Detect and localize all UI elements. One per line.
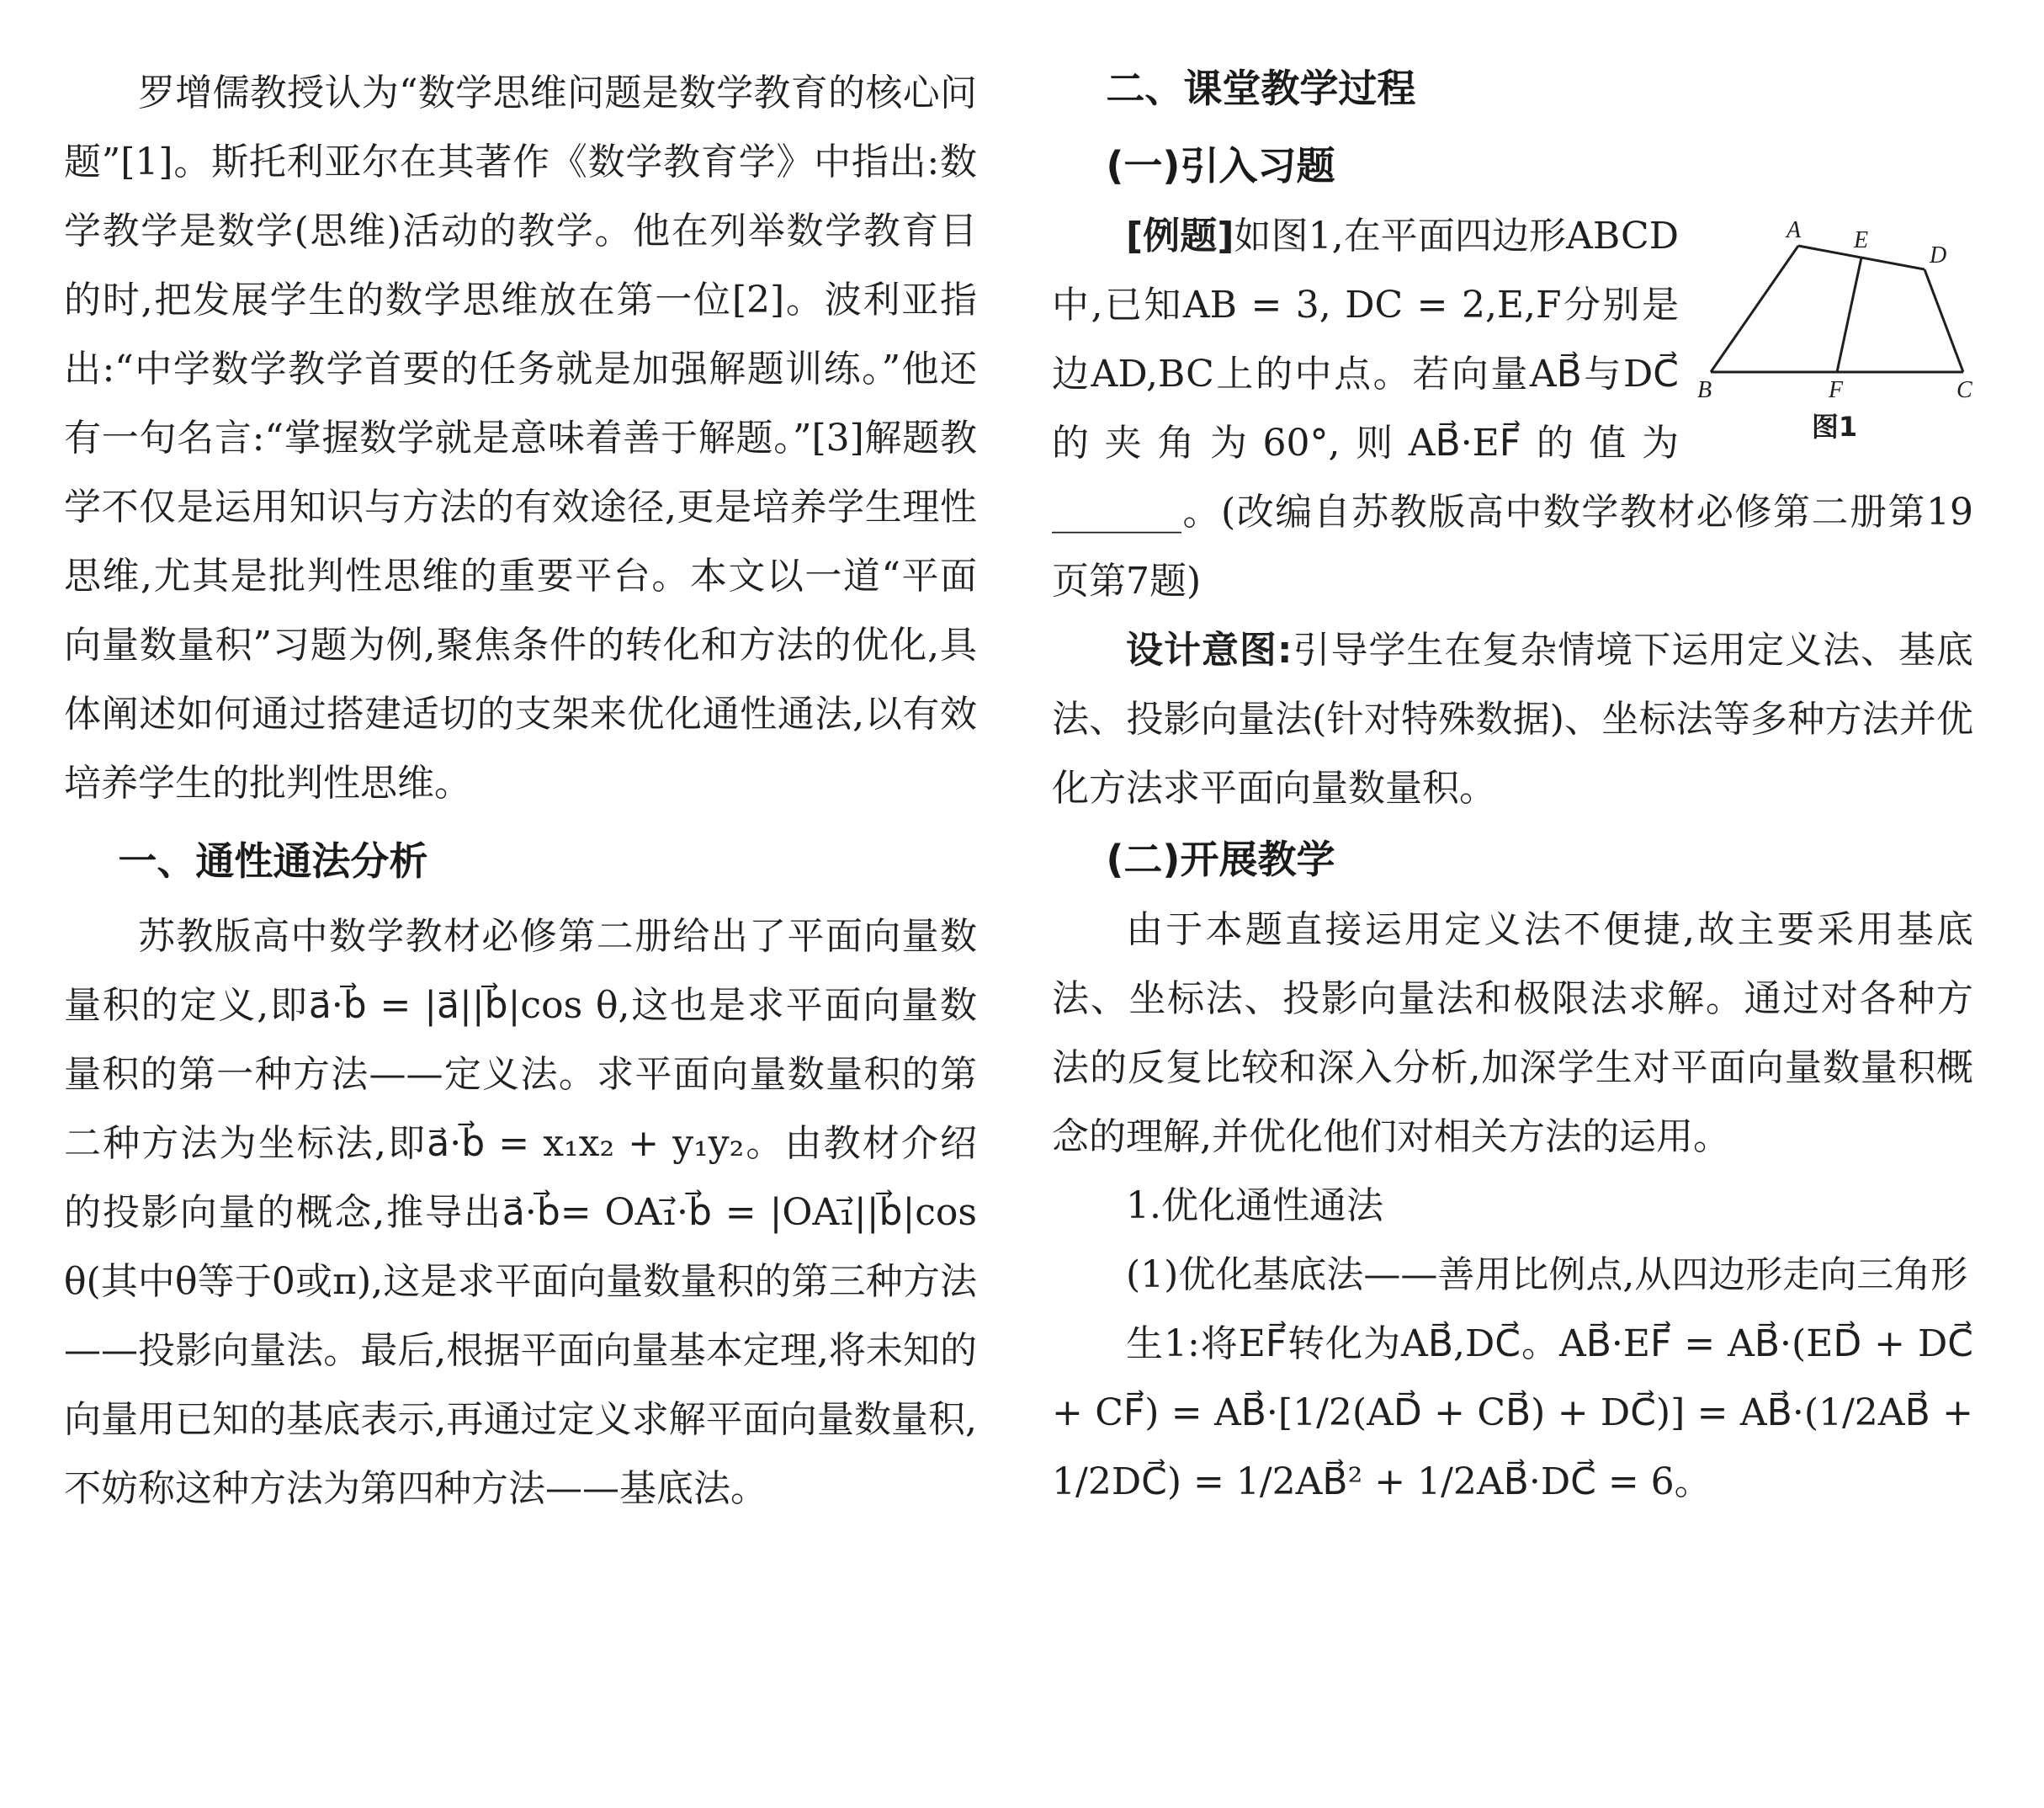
label-f: F [1829, 377, 1844, 403]
example-label: [例题] [1126, 215, 1234, 258]
item-1-1: (1)优化基底法——善用比例点,从四边形走向三角形 [1126, 1253, 1968, 1296]
section2-heading: 二、课堂教学过程 [1106, 66, 1416, 111]
design-text: 引导学生在复杂情境下运用定义法、基底法、投影向量法(针对特殊数据)、坐标法等多种方法并优化方法求平面向量数量积。 [1052, 629, 1973, 810]
label-e: E [1854, 227, 1869, 253]
example-text: 如图1,在平面四边形ABCD中,已知AB = 3, DC = 2,E,F分别是边AD,BC上的中点。若向量AB⃗与DC⃗的夹角为60°,则AB⃗·EF⃗的值为_______。(改编自苏教版高中数学教材必修第二册第19页第7题) [1052, 215, 1973, 603]
label-c: C [1956, 377, 1972, 403]
label-d: D [1930, 242, 1947, 269]
section1-paragraph: 苏教版高中数学教材必修第二册给出了平面向量数量积的定义,即a⃗·b⃗ = |a⃗||b⃗|cos θ,这也是求平面向量数量积的第一种方法——定义法。求平面向量数量积的第二种方法为坐标法,即a⃗·b⃗ = x₁x₂ + y₁y₂。由教材介绍的投影向量的概念,推导出a⃗·b⃗= OA₁⃗·b⃗ = |OA₁⃗||b⃗|cos θ(其中θ等于0或π),这是求平面向量数量积的第三种方法——投影向量法。最后,根据平面向量基本定理,将未知的向量用已知的基底表示,再通过定义求解平面向量数量积,不妨称这种方法为第四种方法——基底法。 [64, 915, 977, 1510]
teach-paragraph: 由于本题直接运用定义法不便捷,故主要采用基底法、坐标法、投影向量法和极限法求解。通过对各种方法的反复比较和深入分析,加深学生对平面向量数量积概念的理解,并优化他们对相关方法的运用。 [1052, 908, 1973, 1158]
sub2-heading: (二)开展教学 [1106, 837, 1335, 882]
student1-label: 生1: [1126, 1322, 1200, 1365]
figure-caption: 图1 [1811, 411, 1858, 443]
design-label: 设计意图: [1126, 629, 1293, 672]
section1-heading: 一、通性通法分析 [118, 838, 428, 884]
right-column [1052, 59, 1973, 1517]
design-paragraph [1052, 616, 1973, 823]
quadrilateral-diagram [1696, 210, 1973, 404]
label-a: A [1787, 217, 1802, 243]
student1-text: 将EF⃗转化为AB⃗,DC⃗。AB⃗·EF⃗ = AB⃗·(ED⃗ + DC⃗ + CF⃗) = AB⃗·[1/2(AD⃗ + CB⃗) + DC⃗)] = AB⃗·(1/2AB⃗ + 1/2DC⃗) = 1/2AB⃗² + 1/2AB⃗·DC⃗ = 6。 [1052, 1322, 1973, 1503]
left-column [64, 59, 977, 1524]
figure-1 [1696, 210, 1973, 463]
sub1-heading: (一)引入习题 [1106, 143, 1335, 189]
example-block [1052, 202, 1973, 616]
student1-paragraph [1052, 1310, 1973, 1517]
item-1: 1.优化通性通法 [1126, 1184, 1383, 1227]
intro-paragraph: 罗增儒教授认为“数学思维问题是数学教育的核心问题”[1]。斯托利亚尔在其著作《数学教育学》中指出:数学教学是数学(思维)活动的教学。他在列举数学教育目的时,把发展学生的数学思维放在第一位[2]。波利亚指出:“中学数学教学首要的任务就是加强解题训练。”他还有一句名言:“掌握数学就是意味着善于解题。”[3]解题教学不仅是运用知识与方法的有效途径,更是培养学生理性思维,尤其是批判性思维的重要平台。本文以一道“平面向量数量积”习题为例,聚焦条件的转化和方法的优化,具体阐述如何通过搭建适切的支架来优化通性通法,以有效培养学生的批判性思维。 [64, 72, 977, 805]
label-b: B [1697, 377, 1712, 403]
